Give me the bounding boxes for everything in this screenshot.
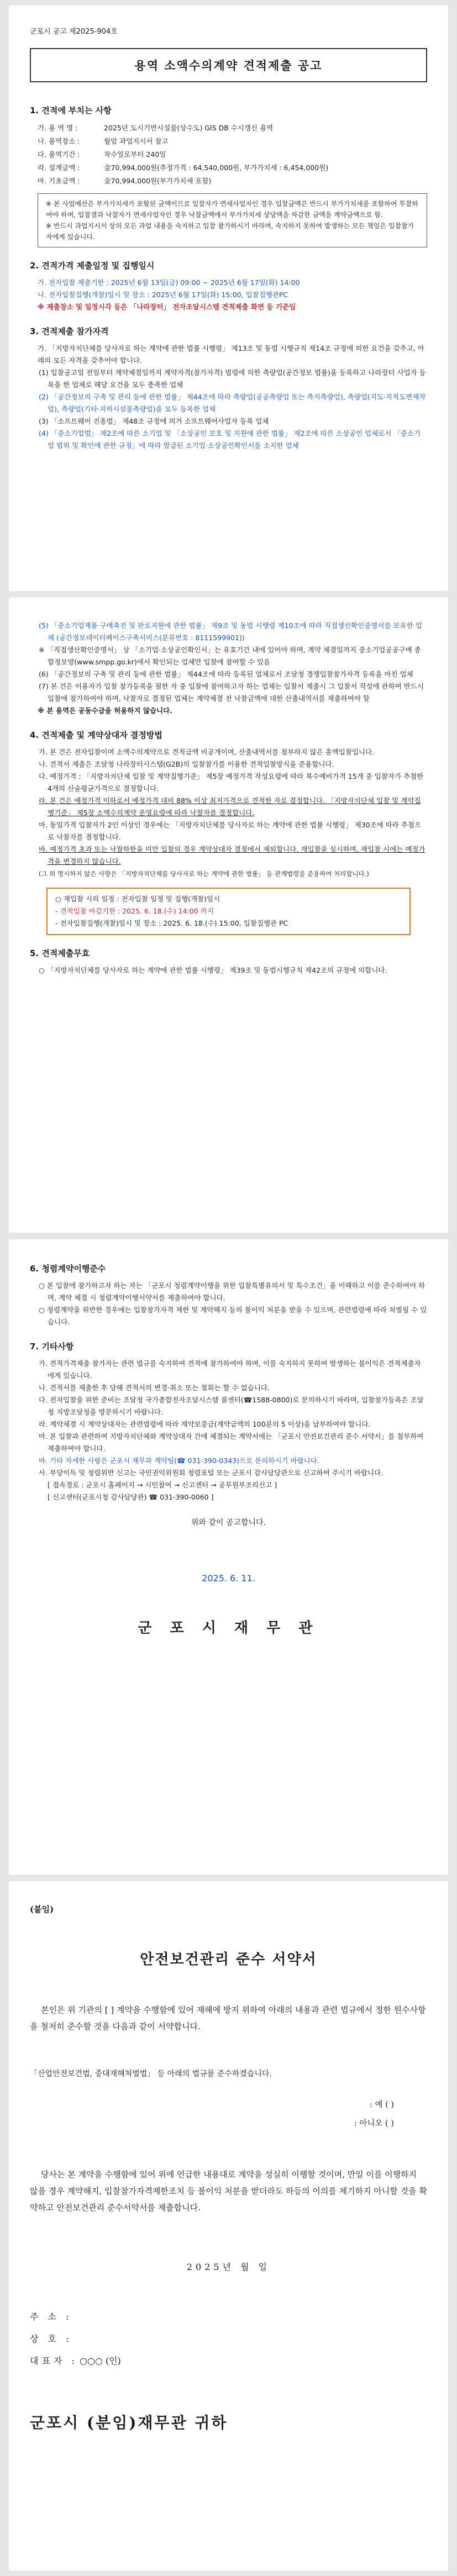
notice-page-2: [9, 598, 448, 1233]
qualification-item: (6) 「공간정보의 구축 및 관리 등에 관한 법률」 제44조에 따라 등록된 업체로서 조달청 경쟁입찰참가자격 등록을 마친 업체: [39, 670, 413, 678]
rebid-deadline: - 견적입찰 마감기한 : 2025. 6. 18.(수) 14:00 까지: [55, 907, 214, 915]
qualification-item: (3) 「소프트웨어 진흥법」 제48조 규정에 의거 소프트웨어사업자 등록 업체: [39, 417, 269, 425]
joint-supply-note: ※ 본 용역은 공동수급을 허용하지 않습니다.: [38, 706, 172, 715]
notice-page-1: [9, 6, 448, 591]
safety-pledge-page: [9, 1881, 448, 2570]
section-4-heading: 4. 견적제출 및 계약상대자 결정방법: [30, 730, 162, 740]
method-note: (그 외 명시하지 않은 사항은 「지방자치단체를 당사자로 하는 계약에 관한 법률」 등 관계법령을 준용하여 처리합니다.): [39, 870, 369, 878]
qualification-item: (4) 「중소기업법」 제2조에 따른 소기업 및 「소상공인 보호 및 지원에 관한 법률」 제2조에 따른 소상공인 업체로서 「중소기업 범위 및 확인에 관한 규정」에 따라 발급된 소기업·소상공인확인서를 소지한 업체: [39, 429, 421, 450]
pledge-body-2: 당사는 본 계약을 수행함에 있어 위에 언급한 내용대로 계약을 성실히 이행할 것이며, 만일 이를 이행하지 않을 경우 계약해지, 입찰참가자격제한조치 등 불이익 처분을 받더라도 하등의 이의를 제기하지 아니할 것을 확약하고 안전보건관리 준수서약서를 제출합니다.: [30, 2169, 427, 2213]
sign-date: 2025년 월 일: [186, 2262, 271, 2272]
section-1-rows: [30, 122, 427, 188]
pledge-body-1: 본인은 위 기관의 [ ] 계약을 수행함에 있어 재해에 방지 위하여 아래의 내용과 관련 법규에서 정한 원수사항을 철저히 준수할 것을 다음과 같이 서약합니다.: [30, 2005, 426, 2031]
attachment-tag: (붙임): [30, 1904, 54, 1914]
misc-item: 바. 기타 자세한 사항은 군포시 재무과 계약팀(☎ 031-390-0343)으로 문의하시기 바랍니다.: [39, 1456, 319, 1465]
misc-item: 다. 전자입찰을 위한 준비는 조달청 국가종합전자조달시스템 콜센터(☎1588-0800)로 문의하시기 바라며, 입찰참가등록은 조달청 지방조달청을 방문하시기 바랍니다.: [39, 1396, 424, 1416]
misc-item: 사. 부당이득 및 청렴위반 신고는 국민권익위원회 청렴포털 또는 군포시 감사담당관으로 신고하여 주시기 바랍니다.: [39, 1469, 384, 1477]
qualification-item: (2) 「공간정보의 구축 및 관리 등에 관한 법률」 제44조에 따라 측량업(공공측량업 또는 측지측량업), 측량업(지도·지적도면제작업), 측량업(기타·지하시설물측량업)을 모두 등록한 업체: [39, 393, 426, 413]
misc-item: 나. 견적서를 제출한 후 당해 견적서의 변경·취소 또는 철회는 할 수 없습니다.: [39, 1384, 270, 1392]
info-value: 2025년 도시기반시설물(상수도) GIS DB 수시갱신 용역: [104, 124, 274, 132]
notice-title: 용역 소액수의계약 견적제출 공고: [30, 48, 427, 82]
method-item: 다. 예정가격 : 「지방자치단체 입찰 및 계약집행기준」 제5장 예정가격 작성요령에 따라 복수예비가격 15개 중 입찰자가 추첨한 4개의 산술평균가격으로 결정합니다.: [39, 772, 424, 793]
integrity-item: ○ 본 입찰에 참가하고자 하는 자는 「군포시 청렴계약이행을 위한 입찰특별유의서 및 특수조건」을 이해하고 이를 준수하여야 하며, 계약 체결 시 청렴계약이행서약서를 제출하여야 합니다.: [39, 1281, 426, 1302]
representative-value[interactable]: ○○○ (인): [80, 2356, 121, 2366]
misc-item: 마. 본 입찰과 관련하여 지방자치단체와 계약상대자 간에 체결되는 계약서에는 「군포시 안전보건관리 준수 서약서」를 첨부하여 제출하여야 합니다.: [39, 1432, 424, 1453]
check-no[interactable]: : 아니오 ( ): [354, 2119, 394, 2128]
info-key: 가. 용 역 명 :: [38, 124, 78, 132]
rebid-heading: ○ 재입찰 시의 일정 : 전자입찰 일정 및 집행(개찰)일시: [55, 895, 220, 903]
report-center: [ 신고센터(군포시청 감사담당관) ☎ 031-390-0060 ]: [48, 1493, 214, 1501]
representative-row: [30, 2350, 427, 2372]
pledge-title: 안전보건관리 준수 서약서: [140, 1951, 317, 1968]
info-row: [30, 122, 427, 135]
method-item: 가. 본 건은 전자입찰이며 소액수의계약으로 견적금액 비공개이며, 산출내역서를 첨부하지 않은 총액입찰입니다.: [39, 748, 375, 756]
schedule-note: ※ 제출장소 및 일정시각 등은 「나라장터」 전자조달시스템 견적제출 화면 등 기준임: [38, 303, 296, 311]
invalid-item: ○ 「지방자치단체를 당사자로 하는 계약에 관한 법률 시행령」 제39조 및 동법시행규칙 제42조의 규정에 의합니다.: [39, 966, 387, 974]
misc-item: 가. 견적가격제출 참가자는 관련 법규를 숙지하여 견적에 참가하여야 하며, 이를 숙지하지 못하여 발생하는 불이익은 견적제출자에게 있습니다.: [39, 1359, 421, 1380]
method-item: 나. 견적서 제출은 조달청 나라장터시스템(G2B)의 입찰참가를 이용한 견적입찰방식을 준용합니다.: [39, 760, 334, 768]
section-6-heading: 6. 청렴계약이행준수: [30, 1264, 106, 1274]
address-row: [30, 2306, 427, 2328]
qualification-note: ※ 「직접생산확인증명서」 상 「소기업·소상공인확인서」는 유효기간 내에 있어야 하며, 계약 체결일까지 중소기업공공구매 종합정보망(www.smpp.go.kr)에서 확인되는 업체만 입찰에 참여할 수 있음: [39, 646, 421, 666]
method-item: 라. 본 건은 예정가격 이하로서 예정가격 대비 88% 이상 최저가격으로 견적한 자로 결정합니다. 「지방자치단체 입찰 및 계약집행기준」 제5장 소액수의계약 운영요령에 따라 낙찰자를 결정합니다.: [39, 796, 421, 817]
submission-period: 가. 전자입찰 제출기한 : 2025년 6월 13일(금) 09:00 ~ 2025년 6월 17일(화) 14:00: [38, 278, 300, 287]
info-key: 나. 용역장소 :: [38, 137, 80, 145]
opening-schedule: 나. 전자입찰집행(개찰)일시 및 장소 : 2025년 6월 17일(화) 15:00, 입찰집행관PC: [38, 291, 288, 299]
method-item: 마. 동일가격 입찰자가 2인 이상인 경우에는 「지방자치단체를 당사자로 하는 계약에 관한 법률 시행령」 제30조에 따라 추첨으로 낙찰자를 결정합니다.: [39, 821, 422, 841]
closing-line: 위와 같이 공고합니다.: [191, 1518, 266, 1527]
addressee: 군포시 (분임)재무관 귀하: [30, 2414, 228, 2432]
section-2-heading: 2. 견적가격 제출일정 및 집행일시: [30, 261, 155, 271]
info-value: 金70,994,000원(추정가격 : 64,540,000원, 부가가치세 : 6,454,000원): [104, 163, 329, 172]
section-7-heading: 7. 기타사항: [30, 1342, 74, 1352]
integrity-item: ○ 청렴계약을 위반한 경우에는 입찰참가자격 제한 및 계약해지 등의 불이익 처분을 받을 수 있으며, 관련법령에 따라 처벌될 수 있습니다.: [39, 1306, 427, 1326]
info-value: 金70,994,000원(부가가치세 포함): [104, 177, 212, 185]
qualification-item: (7) 본 건은 이용자가 입찰 참가등록을 필한 자 중 입찰에 참여하고자 하는 업체는 입찰서 제출시 그 입찰서 작성에 관하여 반드시 입찰에 참가하여야 하며, 낙찰자로 결정된 업체는 계약체결 전 낙찰금액에 대한 산출내역서를 제출하여야 함: [39, 682, 424, 703]
qualification-text: 가. 「지방자치단체를 당사자로 하는 계약에 관한 법률 시행령」 제13조 및 동법 시행규칙 제14조 규정에 의한 요건을 갖추고, 아래의 모든 자격을 갖추어야 합니다.: [38, 344, 424, 365]
report-path: [ 접속경로 : 군포시 홈페이지 → 시민참여 → 신고센터 → 공무원부조리신고 ]: [48, 1481, 277, 1489]
info-key: 다. 용역기간 :: [38, 150, 80, 159]
company-label: 상 호 :: [30, 2334, 72, 2344]
issuer-name: 군 포 시 재 무 관: [138, 1620, 319, 1637]
info-row: [30, 175, 427, 188]
address-label: 주 소 :: [30, 2311, 72, 2322]
representative-label: 대표자 :: [30, 2356, 78, 2366]
company-row: [30, 2328, 427, 2350]
rebid-schedule-box: [46, 888, 411, 935]
section-5-heading: 5. 견적제출무효: [30, 948, 90, 958]
qualification-item: (1) 입찰공고일 전일부터 계약체결일까지 계약자격(참가자격) 법령에 의한 측량업(공간정보 법률)을 등록하고 나라장터 사업자 등록을 한 업체로 해당 요건을 모두 충족한 업체: [39, 368, 426, 389]
vat-notice-box: ※ 본 사업예산은 부가가치세가 포함된 금액이므로 입찰자가 면세사업자인 경우 입찰금액은 반드시 부가가치세를 포함하여 투찰하여야 하며, 입찰결과 낙찰자가 면세사업자인 경우 낙찰금액에서 부가가치세 상당액을 차감한 금액을 계약금액으로 함. ※ 반드시 과업지시서 상의 모든 과업 내용을 숙지하고 입찰 참가하시기 바라며, 숙지하지 못하여 발생하는 모든 책임은 입찰참가자에게 있습니다.: [38, 193, 427, 247]
rebid-opening: - 전자입찰집행(개찰)일시 및 장소 : 2025. 6. 18.(수) 15:00, 입찰집행관 PC: [55, 919, 288, 927]
info-value: 착수일로부터 240일: [104, 150, 166, 159]
signature-block: [30, 2306, 427, 2372]
info-key: 라. 설계금액 :: [38, 163, 80, 172]
info-value: 월암 과업지시서 참고: [104, 137, 169, 145]
info-row: [30, 135, 427, 148]
info-row: [30, 161, 427, 175]
check-yes[interactable]: : 예 ( ): [369, 2100, 394, 2109]
section-3-heading: 3. 견적제출 참가자격: [30, 326, 109, 336]
qualification-item: (5) 「중소기업제품 구매촉진 및 판로지원에 관한 법률」 제9조 및 동법 시행령 제10조에 따라 직접생산확인증명서를 보유한 업체 (공간정보데이터베이스구축서비스(분류번호 : 8111599901)): [39, 621, 422, 642]
info-row: [30, 148, 427, 161]
info-key: 마. 기초금액 :: [38, 177, 80, 185]
misc-item: 라. 계약체결 시 계약상대자는 관련법령에 따라 계약보증금(계약금액의 100분의 5 이상)을 납부하여야 합니다.: [39, 1420, 371, 1428]
notice-number: 군포시 공고 제2025-904호: [30, 28, 118, 36]
law-compliance-line: 「산업안전보건법, 중대재해처벌법」 등 아래의 법규를 준수하겠습니다.: [30, 2070, 272, 2078]
section-1-heading: 1. 견적에 부치는 사항: [30, 105, 112, 115]
notice-date: 2025. 6. 11.: [202, 1573, 255, 1583]
notice-page-3: [9, 1239, 448, 1875]
method-item: 바. 예정가격 초과 또는 낙찰하한율 미만 입찰의 경우 계약상대자 결정에서 제외합니다. 재입찰을 실시하며, 재입찰 시에는 예정가격을 변경하지 않습니다.: [39, 845, 426, 865]
